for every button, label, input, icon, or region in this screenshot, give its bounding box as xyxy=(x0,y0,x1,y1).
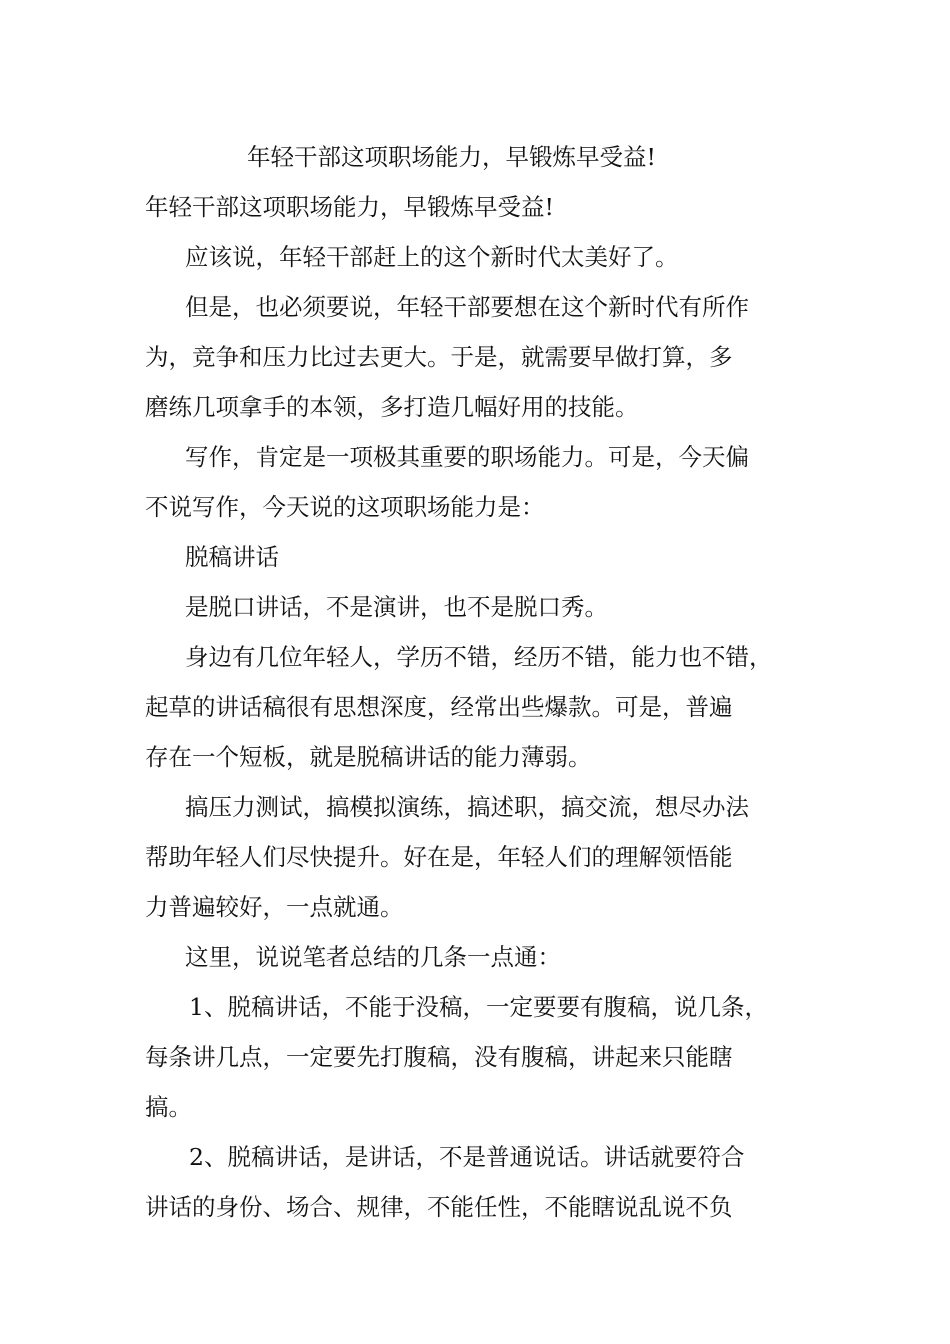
document-title: 年轻干部这项职场能力，早锻炼早受益! xyxy=(247,143,656,171)
paragraph-line: 是脱口讲话，不是演讲，也不是脱口秀。 xyxy=(185,593,608,621)
paragraph-line: 应该说，年轻干部赶上的这个新时代太美好了。 xyxy=(185,243,679,271)
paragraph-line: 为，竞争和压力比过去更大。于是，就需要早做打算，多 xyxy=(145,343,733,371)
list-item-line: 讲话的身份、场合、规律，不能任性，不能瞎说乱说不负 xyxy=(145,1193,733,1221)
list-item-line: 搞。 xyxy=(145,1093,192,1121)
paragraph-line: 但是，也必须要说，年轻干部要想在这个新时代有所作 xyxy=(185,293,749,321)
list-item-line: 每条讲几点，一定要先打腹稿，没有腹稿，讲起来只能瞎 xyxy=(145,1043,733,1071)
paragraph-line: 帮助年轻人们尽快提升。好在是，年轻人们的理解领悟能 xyxy=(145,843,733,871)
section-heading: 脱稿讲话 xyxy=(185,543,279,571)
list-item-line: 2、脱稿讲话，是讲话，不是普通说话。讲话就要符合 xyxy=(189,1143,745,1171)
paragraph-line: 写作，肯定是一项极其重要的职场能力。可是，今天偏 xyxy=(185,443,749,471)
paragraph-line: 年轻干部这项职场能力，早锻炼早受益! xyxy=(145,193,554,221)
paragraph-line: 起草的讲话稿很有思想深度，经常出些爆款。可是，普遍 xyxy=(145,693,733,721)
paragraph-line: 不说写作，今天说的这项职场能力是： xyxy=(145,493,545,521)
document-body xyxy=(145,132,815,1232)
paragraph-line: 身边有几位年轻人，学历不错，经历不错，能力也不错， xyxy=(185,643,773,671)
list-item-line: 1、脱稿讲话，不能于没稿，一定要要有腹稿，说几条， xyxy=(189,993,768,1021)
paragraph-line: 存在一个短板，就是脱稿讲话的能力薄弱。 xyxy=(145,743,592,771)
paragraph-line: 这里，说说笔者总结的几条一点通： xyxy=(185,943,561,971)
paragraph-line: 力普遍较好，一点就通。 xyxy=(145,893,404,921)
paragraph-line: 搞压力测试，搞模拟演练，搞述职，搞交流，想尽办法 xyxy=(185,793,749,821)
paragraph-line: 磨练几项拿手的本领，多打造几幅好用的技能。 xyxy=(145,393,639,421)
